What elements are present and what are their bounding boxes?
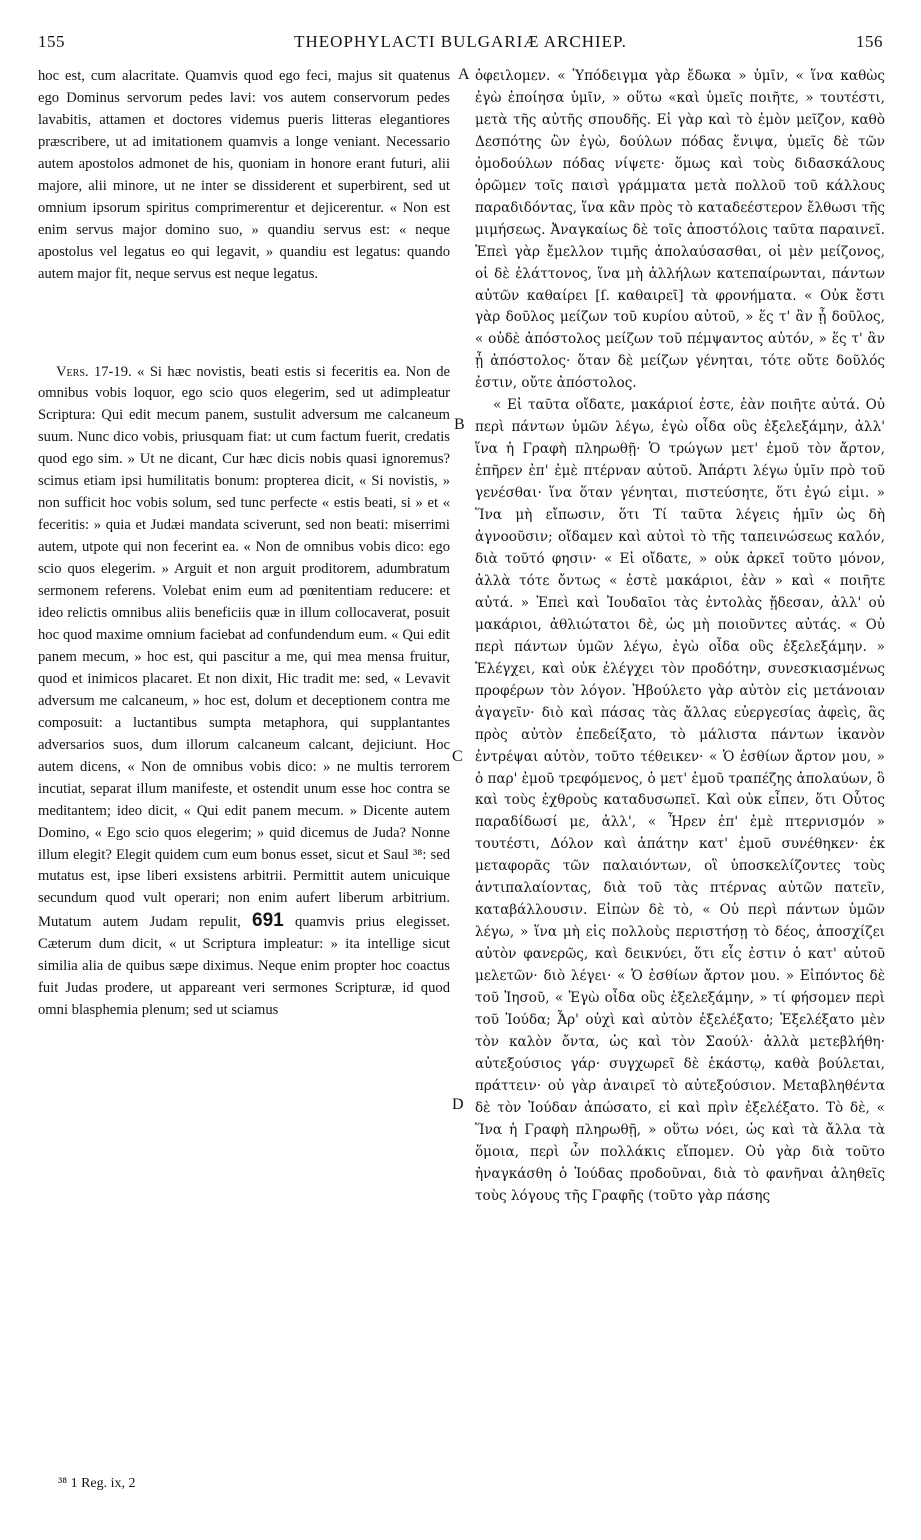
margin-letter-b: B — [454, 416, 465, 433]
page-number-right: 156 — [856, 32, 883, 51]
column-number: 691 — [252, 910, 284, 932]
paragraph-gap — [38, 286, 450, 362]
latin-column — [38, 66, 450, 1022]
margin-letter-a: A — [458, 66, 470, 83]
greek-column — [475, 66, 885, 1208]
margin-letter-d: D — [452, 1096, 464, 1113]
latin-paragraph-2-text-b: quamvis prius elegisset. Cæterum dum dicit, « ut Scriptura impleatur: » ita intellige sicut similia alia de quibus sæpe diximus. Neque enim propter hoc coactus fuit Judas prodere, ut appareant veri sermones Scripturæ, id quod omni blasphemia plenum; sed ut sciamus — [38, 914, 450, 1019]
greek-paragraph-1: ὀφειλομεν. « Ὑπόδειγμα γὰρ ἔδωκα » ὑμῖν, « ἵνα καθὼς ἐγὼ ἐποίησα ὑμῖν, » οὕτω «καὶ ὑμεῖς ποιῆτε, » τουτέστι, μετὰ τῆς αὐτῆς σπουδῆς. Εἰ γὰρ καὶ τὸ ἐμὸν μεῖζον, καθὸ Δεσπότης ὢν ἐγὼ, δούλων πόδας ἔνιψα, ὑμεῖς δὲ τῶν ὁμοδούλων πόδας νίψετε· ὅμως καὶ τοὺς διδασκάλους ὁρῶμεν τοῖς παισὶ γράμματα μετὰ πολλοῦ τοῦ κάλλους παραδιδόντας, ἵνα κἂν πρὸς τὸ καταδεέστερον ἔλθωσι τῆς μιμήσεως. Ἀναγκαίως δὲ τοῖς ἀποστόλοις ταῦτα παραινεῖ. Ἐπεὶ γὰρ ἔμελλον τιμῆς ἀπολαύσασθαι, οἱ μὲν μείζονος, οἱ δὲ ἐλάττονος, ἵνα μὴ ἀλλήλων κατεπαίρωνται, πάντων αὐτῶν καθαίρει [ſ. καθαιρεῖ] τὰ φρονήματα. « Οὐκ ἔστι γὰρ δοῦλος μείζων τοῦ κυρίου αὐτοῦ, » ἕς τ' ἂν ᾖ δοῦλος, « οὐδὲ ἀπόστολος μείζων τοῦ πέμψαντος αὐτόν, » ἕς τ' ἂν ᾖ ἀπόστολος· ὅταν δὲ μείζων γένηται, τότε οὔτε δοῦλός ἐστιν, οὔτε ἀπόστολος. — [475, 68, 885, 392]
running-title: THEOPHYLACTI BULGARIÆ ARCHIEP. — [294, 32, 627, 51]
latin-paragraph-2 — [38, 362, 450, 1023]
footnote: ³⁸ 1 Reg. ix, 2 — [58, 1476, 136, 1491]
verse-label: Vers. 17-19. — [56, 363, 132, 380]
page-number-left: 155 — [38, 32, 65, 51]
margin-letter-c: C — [452, 748, 463, 765]
greek-paragraph-2: « Εἰ ταῦτα οἴδατε, μακάριοί ἐστε, ἐὰν ποιῆτε αὐτά. Οὐ περὶ πάντων ὑμῶν λέγω, ἐγὼ οἶδα οὓς ἐξελεξάμην, ἀλλ' ἵνα ἡ Γραφὴ πληρωθῇ· Ὁ τρώγων μετ' ἐμοῦ τὸν ἄρτον, ἐπῆρεν ἐπ' ἐμὲ πτέρναν αὐτοῦ. Ἀπάρτι λέγω ὑμῖν πρὸ τοῦ γενέσθαι· ἵνα ὅταν γένηται, πιστεύσητε, ὅτι ἐγώ εἰμι. » Ἵνα μὴ εἴπωσιν, ὅτι Τί ταῦτα λέγεις ἡμῖν ὡς δὴ ἀγνοοῦσιν; οἴδαμεν καὶ αὐτοὶ τὸ τῆς ταπεινώσεως καλόν, διὰ τοῦτό φησιν· « Εἰ οἴδατε, » οὐκ ἀρκεῖ τοῦτο μόνον, ἀλλὰ τότε ὄντως « ἐστὲ μακάριοι, ἐὰν » καὶ « ποιῆτε αὐτά. » Ἐπεὶ καὶ Ἰουδαῖοι τὰς ἐντολὰς ᾔδεσαν, ἀλλ' οὐ μακάριοι, ἀθλιώτατοι δὲ, ὡς μὴ ποιοῦντες αὐτάς. « Οὐ περὶ πάντων ὑμῶν λέγω, ἐγὼ οἶδα οὓς ἐξελεξάμην. » Ἐλέγχει, καὶ οὐκ ἐλέγχει τὸν προδότην, συνεσκιασμένως προφέρων τὸν λόγον. Ἠβούλετο γὰρ αὐτὸν εἰς μετάνοιαν ἀγαγεῖν· διὸ καὶ πάσας τὰς ἄλλας εὐεργεσίας ἀφεὶς, ἃς πρὸς αὐτὸν ἐπεδείξατο, τὸ μάλιστα πάντων ἱκανὸν ἐντρέψαι αὐτὸν, τοῦτο τέθεικεν· « Ὁ ἐσθίων ἄρτον μου, » ὁ παρ' ἐμοῦ τρεφόμενος, ὁ μετ' ἐμοῦ τραπέζης ἀπολαύων, ὃ καὶ τοὺς ἐχθροὺς καταδυσωπεῖ. Καὶ οὐκ εἶπεν, ὅτι Οὗτος παραδίδωσί με, ἀλλ', « Ἦρεν ἐπ' ἐμὲ πτερνισμόν » τουτέστι, Δόλον καὶ ἀπάτην κατ' ἐμοῦ συνέθηκεν· ἐκ μεταφορᾶς τῶν παλαιόντων, οἳ ὑποσκελίζοντες τοὺς ἀντιπαλαίοντας, διὰ τοῦ τὰς πτέρνας αὐτῶν πατεῖν, καταβάλλουσιν. Εἰπὼν δὲ τὸ, « Οὐ περὶ πάντων ὑμῶν λέγω, » ἵνα μὴ εἰς πολλοὺς περιστήσῃ τὸ δέος, ἀποσχίζει αὐτὸν φανερῶς, καὶ δεικνύει, ὅτι εἷς ἐστιν ὁ κατ' αὐτοῦ μελετῶν· διὸ λέγει· « Ὁ ἐσθίων ἄρτον μου. » Εἰπόντος δὲ τοῦ Ἰησοῦ, « Ἐγὼ οἶδα οὓς ἐξελεξάμην, » τί φήσομεν περὶ τοῦ Ἰούδα; Ἆρ' οὐχὶ καὶ αὐτὸν ἐξελέξατο; Ἐξελέξατο μὲν τὸν καλὸν ὄντα, ὡς καὶ τὸν Σαούλ· ἀλλὰ μετεβλήθη· αὐτεξούσιος γάρ· συγχωρεῖ δὲ ἑκάστῳ, καθὰ βούλεται, πράττειν· οὐ γὰρ ἀναιρεῖ τὸ αὐτεξούσιον. Μεταβληθέντα δὲ τὸν Ἰούδαν ἀπώσατο, εἰ καὶ πρὶν ἐξελέξατο. Τὸ δὲ, « Ἵνα ἡ Γραφὴ πληρωθῇ, » οὕτω νόει, ὡς καὶ τὰ ἄλλα τὰ ὅμοια, περὶ ὧν πολλάκις εἴπομεν. Οὐ γὰρ διὰ τοῦτο ἠναγκάσθη ὁ Ἰούδας προδοῦναι, διὰ τὸ φανῆναι ἀληθεῖς τοὺς λόγους τῆς Γραφῆς (τοῦτο γὰρ πάσης — [475, 397, 885, 1204]
running-header — [38, 32, 883, 58]
latin-paragraph-1: hoc est, cum alacritate. Quamvis quod ego feci, majus sit quatenus ego Dominus servorum pedes lavi: vos autem conservorum pedes lavabitis, attamen et doctores videmus pueris litteras elegantiores præscribere, ut ad imitationem quamvis a longe veniant. Necessario autem apostolos admonet de his, quoniam in honore erant futuri, alii majore, alii minore, ut ne inter se dissiderent et superbirent, sed ut omnium ipsorum spiritus comprimerentur et dejicerentur. « Non est enim servus major domino suo, » quandiu servus est: « neque apostolus vel legatus eo qui legavit, » quandiu est legatus: quando autem major fit, neque servus est neque legatus. — [38, 68, 450, 282]
latin-paragraph-2-text-a: « Si hæc novistis, beati estis si feceritis ea. Non de omnibus vobis loquor, ego scio quos elegerim, sed ut adimpleatur Scriptura: Qui edit mecum panem, sustulit adversum me calcaneum suum. Nunc dico vobis, priusquam fiat: ut cum factum fuerit, credatis quod ego sim. » Ut ne dicant, Cur hæc dicis nobis quasi ignoremus? scimus etiam ipsi humilitatis bonum: propterea dicit, « Si novistis, » non sufficit hoc vobis solum, sed tunc perfecte « estis beati, si » et « feceritis: » quia et Judæi mandata sciverunt, sed non beati: miserrimi autem, utpote qui non fecerint ea. « Non de omnibus vobis dico: ego scio quos elegerim. » Arguit et non arguit proditorem, adumbratum sermonem referens. Volebat enim eum ad pœnitentiam reducere: et ideo relictis omnibus aliis beneficiis quæ in illum collocaverat, posuit hoc quod maxime omnium faciebat ad confundendum eum. « Qui edit panem mecum, » hoc est, qui pascitur a me, qui mea mensa fruitur, quod et inimicos placaret. Et non dixit, Hic tradit me: sed, « Levavit adversum me calcaneum, » hoc est, dolum et deceptionem contra me composuit: a luctantibus sumpta metaphora, qui supplantantes adversarios suos, dum illorum calcaneum calcant, dejiciunt. Hoc autem dicens, « Non de omnibus vobis dico: » ne multis terrorem incutiat, separat illum manifeste, et ostendit unum esse hoc contra se meditantem; ideo dicit, « Qui edit panem mecum. » Dicente autem Domino, « Ego scio quos elegerim; » quid dicemus de Juda? Nonne illum elegit? Elegit quidem cum eum bonus esset, sicut et Saul ³⁸: sed mutatus est, ipse liberi exsistens arbitrii. Permittit autem unicuique secundum quod vult operari; non enim aufert liberum arbitrium. Mutatum autem Judam repulit, — [38, 363, 450, 931]
